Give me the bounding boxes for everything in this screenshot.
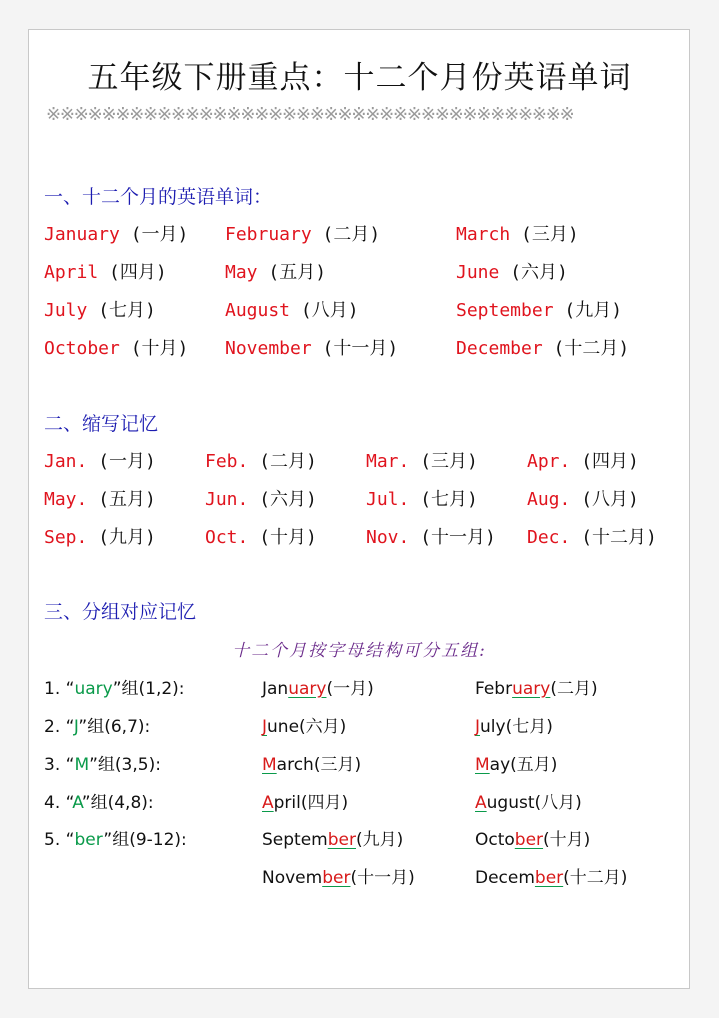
group-word: [475, 830, 590, 850]
group-number: 5. “: [44, 830, 75, 850]
section2-heading: 二、缩写记忆: [44, 413, 159, 435]
abbr-english: May.: [44, 489, 88, 510]
word-chinese: (四月): [300, 793, 349, 813]
month-chinese: (一月): [119, 224, 189, 245]
abbr-english: Apr.: [527, 451, 571, 472]
month-english: September: [456, 300, 554, 321]
abbr-chinese: (二月): [248, 451, 317, 472]
abbr-chinese: (八月): [570, 489, 639, 510]
group-label: [44, 712, 150, 737]
month-item: [456, 334, 629, 360]
month-english: December: [456, 338, 543, 359]
month-chinese: (十月): [119, 338, 189, 359]
month-english: May: [225, 262, 258, 283]
month-chinese: (八月): [290, 300, 359, 321]
word-part: Jan: [262, 679, 289, 699]
abbr-chinese: (一月): [87, 451, 156, 472]
group-word: [475, 868, 627, 888]
word-highlight: J: [262, 717, 268, 737]
month-english: July: [44, 300, 88, 321]
abbr-english: Jun.: [205, 489, 249, 510]
abbr-english: Oct.: [205, 527, 249, 548]
word-part: arch: [276, 755, 314, 775]
word-highlight: J: [475, 717, 481, 737]
month-item: [44, 220, 188, 246]
group-word: [475, 717, 553, 737]
month-chinese: (十二月): [542, 338, 630, 359]
month-english: August: [225, 300, 291, 321]
abbr-item: [527, 485, 639, 511]
group-word-1: [262, 825, 403, 850]
month-item: [44, 334, 188, 360]
abbr-chinese: (三月): [409, 451, 478, 472]
abbr-item: [44, 485, 156, 511]
word-part: ay: [489, 755, 511, 775]
abbr-chinese: (五月): [87, 489, 156, 510]
month-english: April: [44, 262, 99, 283]
month-item: [225, 258, 326, 284]
word-highlight: A: [262, 793, 274, 813]
month-chinese: (三月): [510, 224, 579, 245]
group-word: [262, 679, 374, 699]
abbr-item: [527, 447, 639, 473]
word-chinese: (八月): [534, 793, 582, 813]
group-range: ”组(4,8):: [81, 793, 154, 813]
abbr-english: Sep.: [44, 527, 88, 548]
month-english: June: [456, 262, 500, 283]
word-highlight: ber: [534, 868, 564, 888]
abbr-chinese: (六月): [248, 489, 317, 510]
abbr-english: Jul.: [366, 489, 410, 510]
word-highlight: A: [475, 793, 487, 813]
month-chinese: (二月): [311, 224, 381, 245]
month-item: [456, 258, 568, 284]
group-key: A: [72, 793, 82, 813]
group-word-1: [262, 712, 346, 737]
month-item: [44, 258, 167, 284]
word-chinese: (五月): [510, 755, 558, 775]
abbr-item: [366, 523, 496, 549]
group-word: [262, 830, 403, 850]
abbr-item: [44, 447, 156, 473]
group-word-1: [262, 863, 415, 888]
group-word-2: [475, 750, 557, 775]
word-chinese: (三月): [313, 755, 362, 775]
month-chinese: (五月): [257, 262, 327, 283]
month-english: November: [225, 338, 312, 359]
abbr-item: [44, 523, 156, 549]
word-part: uly: [480, 717, 506, 737]
group-word: [475, 679, 598, 699]
group-word-1: [262, 750, 361, 775]
abbr-item: [366, 485, 478, 511]
word-highlight: uary: [288, 679, 327, 699]
abbr-item: [527, 523, 657, 549]
month-english: March: [456, 224, 511, 245]
group-number: 1. “: [44, 679, 75, 699]
month-item: [225, 296, 359, 322]
group-range: ”组(1,2):: [112, 679, 185, 699]
group-key: ber: [74, 830, 104, 850]
abbr-chinese: (十月): [248, 527, 317, 548]
group-word-2: [475, 863, 627, 888]
group-number: 4. “: [44, 793, 73, 813]
abbr-chinese: (十一月): [409, 527, 496, 548]
group-word: [475, 793, 582, 813]
word-highlight: ber: [322, 868, 351, 888]
group-range: ”组(3,5):: [89, 755, 161, 775]
group-word-2: [475, 712, 553, 737]
word-part: Septem: [262, 830, 328, 850]
page-title: 五年级下册重点：十二个月份英语单词: [87, 60, 632, 96]
word-highlight: M: [262, 755, 277, 775]
section3-subtitle: 十二个月按字母结构可分五组:: [232, 641, 487, 661]
group-word-1: [262, 674, 374, 699]
group-word: [262, 717, 346, 737]
month-item: [456, 220, 579, 246]
word-chinese: (二月): [550, 679, 598, 699]
word-part: pril: [273, 793, 301, 813]
group-key: M: [74, 755, 90, 775]
group-label: [44, 825, 187, 850]
group-word: [475, 755, 557, 775]
month-english: October: [44, 338, 120, 359]
section1-heading: 一、十二个月的英语单词：: [44, 186, 273, 208]
word-chinese: (十月): [543, 830, 591, 850]
group-word: [262, 755, 361, 775]
abbr-chinese: (九月): [87, 527, 156, 548]
group-label: [44, 750, 161, 775]
word-chinese: (一月): [326, 679, 374, 699]
month-chinese: (九月): [553, 300, 623, 321]
abbr-chinese: (七月): [409, 489, 478, 510]
group-word-1: [262, 788, 348, 813]
word-chinese: (七月): [505, 717, 553, 737]
group-word-2: [475, 788, 582, 813]
word-chinese: (九月): [355, 830, 404, 850]
month-item: [44, 296, 156, 322]
month-chinese: (四月): [98, 262, 167, 283]
word-highlight: uary: [512, 679, 551, 699]
abbr-english: Jan.: [44, 451, 88, 472]
group-word: [262, 793, 348, 813]
month-chinese: (十一月): [311, 338, 399, 359]
word-part: Novem: [262, 868, 323, 888]
month-item: [456, 296, 622, 322]
word-part: une: [267, 717, 300, 737]
abbr-item: [205, 447, 317, 473]
word-part: Febr: [475, 679, 513, 699]
abbr-english: Nov.: [366, 527, 410, 548]
word-highlight: M: [475, 755, 490, 775]
section3-heading: 三、分组对应记忆: [44, 601, 197, 623]
month-chinese: (六月): [499, 262, 568, 283]
month-english: February: [225, 224, 312, 245]
group-word: [262, 868, 415, 888]
group-key: uary: [74, 679, 113, 699]
group-range: ”组(9-12):: [103, 830, 187, 850]
group-number: 2. “: [44, 717, 74, 737]
word-part: Octo: [475, 830, 515, 850]
word-highlight: ber: [327, 830, 356, 850]
word-chinese: (十一月): [350, 868, 415, 888]
word-chinese: (十二月): [563, 868, 628, 888]
group-range: ”组(6,7):: [78, 717, 151, 737]
month-item: [225, 334, 398, 360]
month-chinese: (七月): [87, 300, 156, 321]
group-word-2: [475, 825, 590, 850]
abbr-english: Aug.: [527, 489, 571, 510]
group-number: 3. “: [44, 755, 75, 775]
abbr-english: Dec.: [527, 527, 571, 548]
word-part: Decem: [475, 868, 535, 888]
abbr-english: Mar.: [366, 451, 410, 472]
abbr-item: [205, 485, 317, 511]
abbr-chinese: (十二月): [570, 527, 657, 548]
group-word-2: [475, 674, 598, 699]
group-key: J: [73, 717, 79, 737]
abbr-english: Feb.: [205, 451, 249, 472]
group-label: [44, 674, 185, 699]
group-label: [44, 788, 154, 813]
word-chinese: (六月): [299, 717, 347, 737]
abbr-chinese: (四月): [570, 451, 639, 472]
word-highlight: ber: [514, 830, 544, 850]
abbr-item: [366, 447, 478, 473]
abbr-item: [205, 523, 317, 549]
month-english: January: [44, 224, 120, 245]
word-part: ugust: [486, 793, 535, 813]
month-item: [225, 220, 380, 246]
divider-line: ※※※※※※※※※※※※※※※※※※※※※※※※※※※※※※※※※※※※※※: [46, 104, 574, 125]
